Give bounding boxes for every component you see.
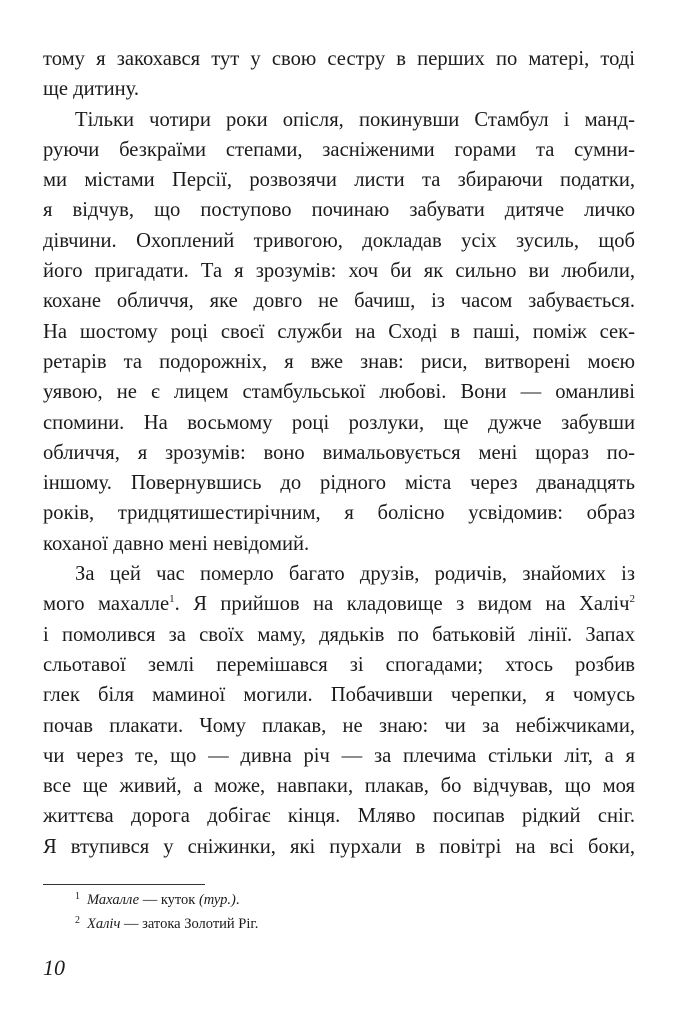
footnote-number: 1 [75,891,80,902]
text-line: обличчя, я зрозумів: воно вимальовується мені щораз по- [43,441,635,464]
text-line: ми містами Персії, розвозячи листи та збираючи податки, [43,169,635,192]
footnote-end: . [235,892,240,908]
paragraph-2 [43,105,635,559]
text-line: життєва дорога добігає кінця. Мляво посипав рідкий сніг. [43,805,635,828]
page-number: 10 [43,955,65,980]
text-line: Тільки чотири роки опісля, покинувши Стамбул і манд- [75,108,635,131]
footnote-text: — затока Золотий Ріг. [120,916,259,932]
text-line: ще дитину. [43,78,140,101]
body-text [43,44,635,862]
text-line: іншому. Повернувшись до рідного міста через дванадцять [43,472,635,495]
footnote-text: — куток [139,892,199,908]
footnote-term: Махалле [87,892,140,908]
text-segment: мого махалле [43,593,170,616]
footnote-2 [43,912,603,936]
text-line: За цей час померло багато друзів, родичів, знайомих із [75,563,635,586]
text-line: сльотавої землі перемішався зі спогадами; хтось розбив [43,653,635,676]
text-line: На шостому році своєї служби на Сході в паші, поміж сек- [43,320,635,343]
footnotes [43,888,603,936]
footnote-ref-2[interactable]: 2 [629,593,635,606]
text-line: спомини. На восьмому році розлуки, ще дужче забувши [43,411,635,434]
paragraph-3 [43,559,635,862]
footnote-note: (тур.) [198,892,236,908]
text-line: і помолився за своїх маму, дядьків по батьковій лінії. Запах [43,623,635,646]
paragraph-1 [43,44,635,105]
text-line: я відчув, що поступово починаю забувати дитяче личко [43,199,635,222]
text-segment: . Я прийшов на кладовище з видом на Халіч [174,593,630,616]
text-line: все ще живий, а може, навпаки, плакав, бо відчував, що моя [43,775,635,798]
text-line: ретарів та подорожніх, я вже знав: риси, витворені моєю [43,350,635,373]
footnote-term: Халіч [87,916,121,932]
footnote-ref-1[interactable]: 1 [169,593,175,606]
text-line: глек біля маминої могили. Побачивши черепки, я чомусь [43,684,635,707]
text-line: коханої давно мені невідомий. [43,532,310,555]
text-line: Я втупився у сніжинки, які пурхали в повітрі на всі боки, [43,835,635,858]
text-line: тому я закохався тут у свою сестру в перших по матері, тоді [43,48,635,70]
text-line: дівчини. Охоплений тривогою, докладав усіх зусиль, щоб [43,229,635,252]
footnote-divider [43,884,205,885]
text-line: його пригадати. Та я зрозумів: хоч би як сильно ви любили, [43,260,635,283]
text-line: руючи безкраїми степами, засніженими горами та сумни- [43,138,635,161]
text-line: років, тридцятишестирічним, я болісно усвідомив: образ [43,502,635,525]
text-line: чи через те, що — дивна річ — за плечима стільки літ, а я [43,744,635,767]
footnote-1 [43,888,603,912]
footnote-number: 2 [75,915,80,926]
text-line-with-footnotes [43,589,635,619]
text-line: почав плакати. Чому плакав, не знаю: чи за небіжчиками, [43,714,635,737]
text-line: уявою, не є лицем стамбульської любові. Вони — оманливі [43,381,635,404]
text-line: кохане обличчя, яке довго не бачиш, із часом забувається. [43,290,635,313]
